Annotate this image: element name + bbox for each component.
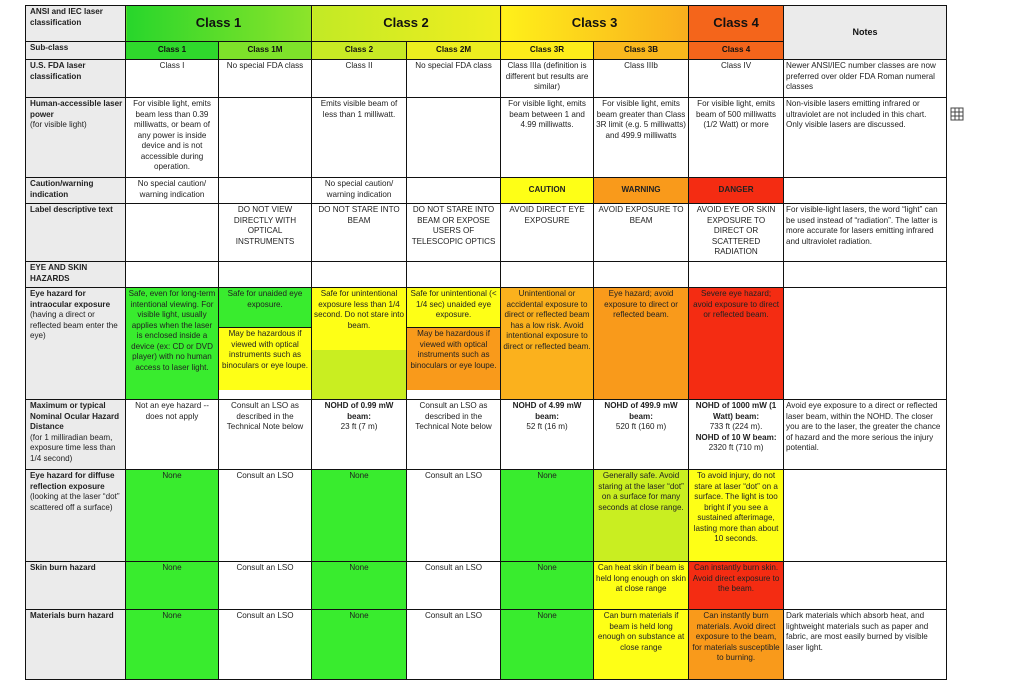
section-empty-4 — [407, 262, 501, 288]
nohd-row — [26, 400, 947, 470]
subclass-2: Class 2 — [312, 42, 407, 60]
nohd-label: Maximum or typical Nominal Ocular Hazard Distance (for 1 milliradian beam, exposure time less than 1/4 second) — [26, 400, 126, 470]
descriptive-class2m: DO NOT STARE INTO BEAM OR EXPOSE USERS OF TELESCOPIC OPTICS — [407, 204, 501, 262]
materials-class1m: Consult an LSO — [219, 610, 312, 680]
diffuse-class2: None — [312, 470, 407, 562]
power-class2m — [407, 98, 501, 178]
intrabeam-class1m-top: Safe for unaided eye exposure. — [219, 288, 311, 327]
power-class1: For visible light, emits beam less than 0.39 milliwatts, or beam of any power is inside device and is not accessible during operation. — [126, 98, 219, 178]
subclass-3r: Class 3R — [501, 42, 594, 60]
descriptive-note: For visible-light lasers, the word “light” can be used instead of “radiation”. The latter is more accurate for lasers emitting infrared and ultraviolet radiation. — [784, 204, 947, 262]
fda-row — [26, 60, 947, 98]
caution-row — [26, 178, 947, 204]
class-header-row — [26, 6, 947, 42]
subclass-2m: Class 2M — [407, 42, 501, 60]
skin-class2m: Consult an LSO — [407, 562, 501, 610]
skin-class1: None — [126, 562, 219, 610]
materials-label: Materials burn hazard — [26, 610, 126, 680]
descriptive-class1 — [126, 204, 219, 262]
descriptive-class3r: AVOID DIRECT EYE EXPOSURE — [501, 204, 594, 262]
skin-note — [784, 562, 947, 610]
section-empty-1 — [126, 262, 219, 288]
fda-class3b: Class IIIb — [594, 60, 689, 98]
intrabeam-note — [784, 288, 947, 400]
materials-class3b: Can burn materials if beam is held long enough on substance at close range — [594, 610, 689, 680]
diffuse-row — [26, 470, 947, 562]
caution-class3b: WARNING — [594, 178, 689, 204]
section-empty-7 — [689, 262, 784, 288]
fda-class2m: No special FDA class — [407, 60, 501, 98]
intrabeam-class4: Severe eye hazard; avoid exposure to direct or reflected beam. — [689, 288, 784, 400]
power-note: Non-visible lasers emitting infrared or ultraviolet are not included in this chart. Only visible lasers are discussed. — [784, 98, 947, 178]
fda-note: Newer ANSI/IEC number classes are now preferred over older FDA Roman numeral classes — [784, 60, 947, 98]
skin-label: Skin burn hazard — [26, 562, 126, 610]
class3-header: Class 3 — [501, 6, 689, 42]
intrabeam-class2-text: Safe for unintentional exposure less than 1/4 second. Do not stare into beam. — [312, 288, 406, 350]
notes-header: Notes — [784, 6, 947, 60]
subclass-4: Class 4 — [689, 42, 784, 60]
nohd-class1: Not an eye hazard -- does not apply — [126, 400, 219, 470]
subclass-1m: Class 1M — [219, 42, 312, 60]
subclass-1: Class 1 — [126, 42, 219, 60]
caution-class3r: CAUTION — [501, 178, 594, 204]
fda-label: U.S. FDA laser classification — [26, 60, 126, 98]
caution-note — [784, 178, 947, 204]
diffuse-class3b: Generally safe. Avoid staring at the laser “dot” on a surface for many seconds at close range. — [594, 470, 689, 562]
intrabeam-row — [26, 288, 947, 400]
power-class3b: For visible light, emits beam greater than Class 3R limit (e.g. 5 milliwatts) and 499.9 milliwatts — [594, 98, 689, 178]
intrabeam-class2-fill — [312, 350, 406, 399]
diffuse-label: Eye hazard for diffuse reflection exposure (looking at the laser “dot” scattered off a surface) — [26, 470, 126, 562]
class2-header: Class 2 — [312, 6, 501, 42]
materials-class3r: None — [501, 610, 594, 680]
section-empty-2 — [219, 262, 312, 288]
descriptive-row — [26, 204, 947, 262]
power-class3r: For visible light, emits beam between 1 and 4.99 milliwatts. — [501, 98, 594, 178]
descriptive-label: Label descriptive text — [26, 204, 126, 262]
fda-class3r: Class IIIa (definition is different but results are similar) — [501, 60, 594, 98]
table-icon[interactable] — [950, 107, 964, 121]
fda-class2: Class II — [312, 60, 407, 98]
diffuse-class1: None — [126, 470, 219, 562]
power-row — [26, 98, 947, 178]
section-empty-8 — [784, 262, 947, 288]
intrabeam-class2m-top: Safe for unintentional (< 1/4 sec) unaided eye exposure. — [407, 288, 500, 327]
descriptive-class4: AVOID EYE OR SKIN EXPOSURE TO DIRECT OR SCATTERED RADIATION — [689, 204, 784, 262]
materials-class2: None — [312, 610, 407, 680]
intrabeam-label: Eye hazard for intraocular exposure (having a direct or reflected beam enter the eye) — [26, 288, 126, 400]
power-class2: Emits visible beam of less than 1 milliwatt. — [312, 98, 407, 178]
skin-class3b: Can heat skin if beam is held long enough on skin at close range — [594, 562, 689, 610]
diffuse-class3r: None — [501, 470, 594, 562]
intrabeam-class3b: Eye hazard; avoid exposure to direct or reflected beam. — [594, 288, 689, 400]
table-icon-svg — [950, 107, 964, 121]
intrabeam-class1m-bottom: May be hazardous if viewed with optical instruments such as binoculars or eye loupe. — [219, 327, 311, 390]
section-row — [26, 262, 947, 288]
skin-class4: Can instantly burn skin. Avoid direct exposure to the beam. — [689, 562, 784, 610]
fda-class4: Class IV — [689, 60, 784, 98]
caution-class4: DANGER — [689, 178, 784, 204]
subclass-label: Sub-class — [26, 42, 126, 60]
class1-header: Class 1 — [126, 6, 312, 42]
materials-row — [26, 610, 947, 680]
intrabeam-class2 — [312, 288, 407, 400]
descriptive-class3b: AVOID EXPOSURE TO BEAM — [594, 204, 689, 262]
power-label: Human-accessible laser power (for visible light) — [26, 98, 126, 178]
laser-classification-table — [25, 5, 947, 680]
fda-class1m: No special FDA class — [219, 60, 312, 98]
diffuse-class4: To avoid injury, do not stare at laser “dot” on a surface. The light is too bright if you see a sustained afterimage, lasting more than about 10 seconds. — [689, 470, 784, 562]
diffuse-class2m: Consult an LSO — [407, 470, 501, 562]
skin-class2: None — [312, 562, 407, 610]
skin-row — [26, 562, 947, 610]
nohd-class3r: NOHD of 4.99 mW beam: 52 ft (16 m) — [501, 400, 594, 470]
subclass-3b: Class 3B — [594, 42, 689, 60]
nohd-class1m: Consult an LSO as described in the Technical Note below — [219, 400, 312, 470]
nohd-class4: NOHD of 1000 mW (1 Watt) beam: 733 ft (224 m). NOHD of 10 W beam: 2320 ft (710 m) — [689, 400, 784, 470]
materials-class4: Can instantly burn materials. Avoid direct exposure to the beam, for materials susceptible to burning. — [689, 610, 784, 680]
power-class1m — [219, 98, 312, 178]
class4-header: Class 4 — [689, 6, 784, 42]
caution-class2m — [407, 178, 501, 204]
intrabeam-class1m — [219, 288, 312, 400]
intrabeam-class2m — [407, 288, 501, 400]
materials-class2m: Consult an LSO — [407, 610, 501, 680]
intrabeam-class2m-bottom: May be hazardous if viewed with optical instruments such as binoculars or eye loupe. — [407, 327, 500, 390]
caution-class2: No special caution/ warning indication — [312, 178, 407, 204]
nohd-class2m: Consult an LSO as described in the Technical Note below — [407, 400, 501, 470]
materials-class1: None — [126, 610, 219, 680]
fda-class1: Class I — [126, 60, 219, 98]
caution-label: Caution/warning indication — [26, 178, 126, 204]
section-label: EYE AND SKIN HAZARDS — [26, 262, 126, 288]
intrabeam-class3r: Unintentional or accidental exposure to direct or reflected beam has a low risk. Avoid intentional exposure to direct or reflected beam. — [501, 288, 594, 400]
nohd-class3b: NOHD of 499.9 mW beam: 520 ft (160 m) — [594, 400, 689, 470]
section-empty-6 — [594, 262, 689, 288]
nohd-class2: NOHD of 0.99 mW beam: 23 ft (7 m) — [312, 400, 407, 470]
intrabeam-class1: Safe, even for long-term intentional viewing. For visible light, usually applies when the laser is enclosed inside a device (ex: CD or DVD player) with no human access to laser light. — [126, 288, 219, 400]
descriptive-class1m: DO NOT VIEW DIRECTLY WITH OPTICAL INSTRUMENTS — [219, 204, 312, 262]
power-class4: For visible light, emits beam of 500 milliwatts (1/2 Watt) or more — [689, 98, 784, 178]
skin-class1m: Consult an LSO — [219, 562, 312, 610]
materials-note: Dark materials which absorb heat, and lightweight materials such as paper and fabric, are most easily burned by visible laser light. — [784, 610, 947, 680]
diffuse-class1m: Consult an LSO — [219, 470, 312, 562]
section-empty-3 — [312, 262, 407, 288]
descriptive-class2: DO NOT STARE INTO BEAM — [312, 204, 407, 262]
diffuse-note — [784, 470, 947, 562]
corner-label: ANSI and IEC laser classification — [26, 6, 126, 42]
caution-class1: No special caution/ warning indication — [126, 178, 219, 204]
nohd-note: Avoid eye exposure to a direct or reflected laser beam, within the NOHD. The closer you are to the laser, the greater the chance of hazard and the more serious the injury potential. — [784, 400, 947, 470]
skin-class3r: None — [501, 562, 594, 610]
caution-class1m — [219, 178, 312, 204]
section-empty-5 — [501, 262, 594, 288]
